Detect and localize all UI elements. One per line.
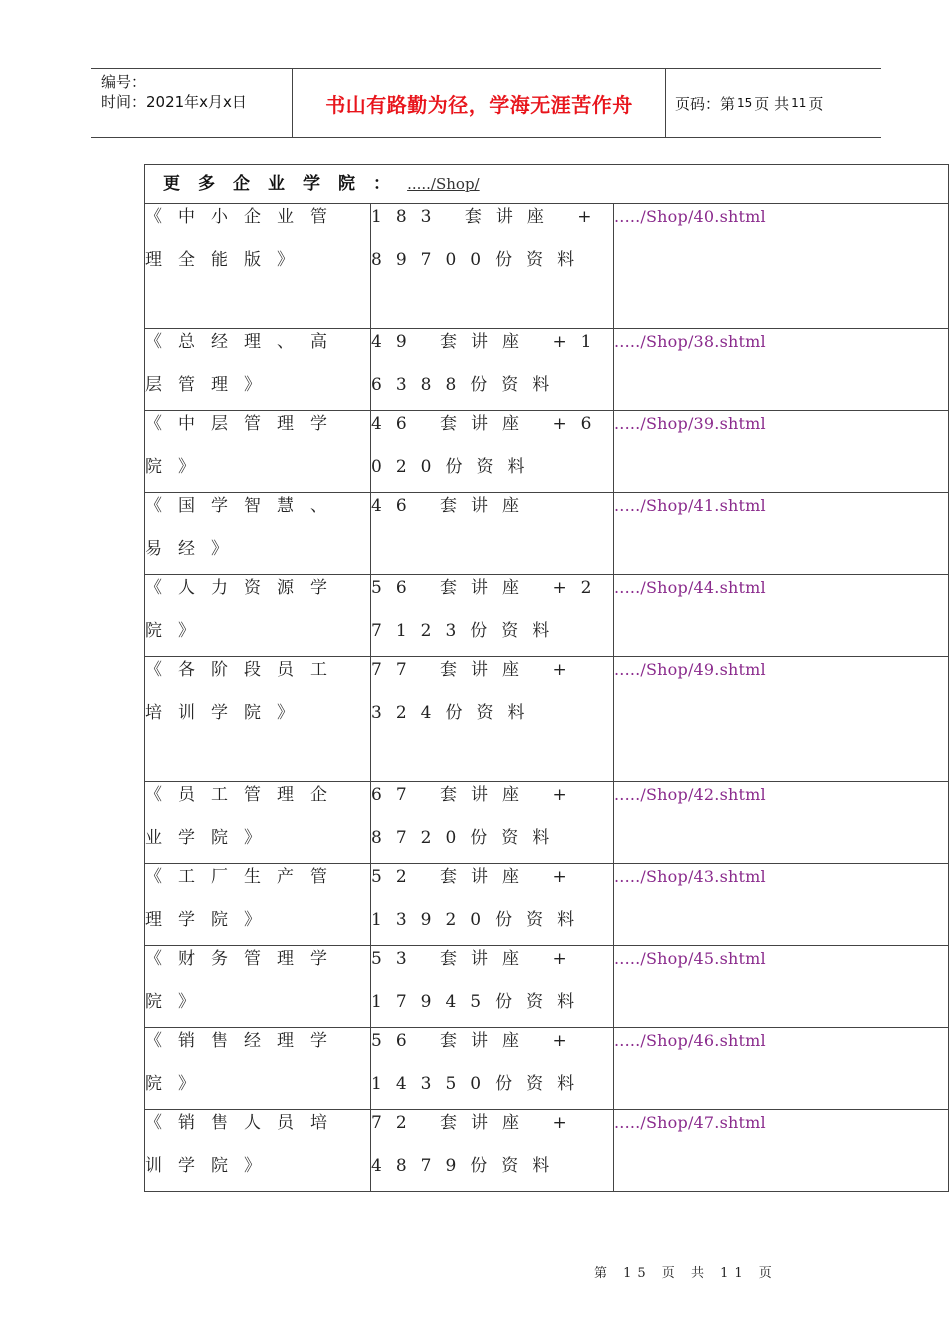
academy-name: 《各阶段员工培训学院》 xyxy=(145,660,343,723)
academy-url-cell xyxy=(614,657,949,782)
academy-link[interactable]: ...../Shop/39.shtml xyxy=(614,414,766,433)
page-suffix: 页 xyxy=(808,94,824,113)
table-row xyxy=(145,657,949,782)
academy-link[interactable]: ...../Shop/42.shtml xyxy=(614,785,766,804)
academy-name: 《国学智慧、易经》 xyxy=(145,496,343,559)
academy-name-cell xyxy=(145,782,371,864)
table-title: 更多企业学院： xyxy=(163,174,408,194)
academy-url-cell xyxy=(614,946,949,1028)
academy-link[interactable]: ...../Shop/47.shtml xyxy=(614,1113,766,1132)
academy-link[interactable]: ...../Shop/49.shtml xyxy=(614,660,766,679)
academy-count: 49 套讲座 +16388份资料 xyxy=(371,332,606,395)
academy-name: 《工厂生产管理学院》 xyxy=(145,867,343,930)
page-prefix: 页码：第 xyxy=(675,94,736,113)
table-row xyxy=(145,411,949,493)
academy-count-cell xyxy=(371,1110,614,1192)
page-indicator xyxy=(675,69,823,137)
page-total: 11 xyxy=(791,96,807,110)
motto: 书山有路勤为径，学海无涯苦作舟 xyxy=(325,92,633,117)
academy-count: 77 套讲座 + 324份资料 xyxy=(371,660,601,723)
academy-link[interactable]: ...../Shop/41.shtml xyxy=(614,496,766,515)
academy-count: 56 套讲座 + 14350份资料 xyxy=(371,1031,601,1094)
academy-link[interactable]: ...../Shop/46.shtml xyxy=(614,1031,766,1050)
academy-url-cell xyxy=(614,204,949,329)
academy-name: 《销售经理学院》 xyxy=(145,1031,343,1094)
academy-name-cell xyxy=(145,1028,371,1110)
academy-name-cell xyxy=(145,864,371,946)
academy-count-cell xyxy=(371,946,614,1028)
page-current: 15 xyxy=(737,96,753,110)
academy-name: 《财务管理学院》 xyxy=(145,949,343,1012)
table-row xyxy=(145,329,949,411)
academy-link[interactable]: ...../Shop/43.shtml xyxy=(614,867,766,886)
academy-name: 《销售人员培训学院》 xyxy=(145,1113,343,1176)
academy-name-cell xyxy=(145,411,371,493)
academy-name: 《总经理、高层管理》 xyxy=(145,332,343,395)
academy-name-cell xyxy=(145,657,371,782)
academy-name-cell xyxy=(145,946,371,1028)
academy-name-cell xyxy=(145,204,371,329)
academy-url-cell xyxy=(614,864,949,946)
academy-url-cell xyxy=(614,782,949,864)
shop-link[interactable]: ...../Shop/ xyxy=(407,175,480,193)
academy-count-cell xyxy=(371,782,614,864)
page-mid: 页 共 xyxy=(754,94,790,113)
time-label: 时间：2021年x月x日 xyxy=(101,93,247,111)
header-divider xyxy=(665,69,666,137)
academy-url-cell xyxy=(614,493,949,575)
academy-link[interactable]: ...../Shop/40.shtml xyxy=(614,207,766,226)
academy-count-cell xyxy=(371,329,614,411)
academy-count-cell xyxy=(371,411,614,493)
page-header xyxy=(91,68,881,138)
academy-count: 67 套讲座 + 8720份资料 xyxy=(371,785,601,848)
table-row xyxy=(145,782,949,864)
academy-name-cell xyxy=(145,493,371,575)
table-row xyxy=(145,864,949,946)
academy-count-cell xyxy=(371,204,614,329)
table-row xyxy=(145,204,949,329)
academy-url-cell xyxy=(614,1028,949,1110)
table-row xyxy=(145,493,949,575)
academy-name: 《中小企业管理全能版》 xyxy=(145,207,343,270)
academy-url-cell xyxy=(614,575,949,657)
academy-count: 72 套讲座 + 4879份资料 xyxy=(371,1113,601,1176)
table-row xyxy=(145,1110,949,1192)
academy-count: 46 套讲座 xyxy=(371,496,534,516)
academy-count: 183 套讲座 +89700份资料 xyxy=(371,207,606,270)
header-info xyxy=(101,72,247,112)
academy-name: 《中层管理学院》 xyxy=(145,414,343,477)
academy-name: 《人力资源学院》 xyxy=(145,578,343,641)
academy-count-cell xyxy=(371,864,614,946)
academy-url-cell xyxy=(614,411,949,493)
academy-url-cell xyxy=(614,329,949,411)
academy-count: 53 套讲座 + 17945份资料 xyxy=(371,949,601,1012)
academy-link[interactable]: ...../Shop/45.shtml xyxy=(614,949,766,968)
academy-count-cell xyxy=(371,493,614,575)
academy-count: 52 套讲座 + 13920份资料 xyxy=(371,867,601,930)
academy-url-cell xyxy=(614,1110,949,1192)
academy-link[interactable]: ...../Shop/38.shtml xyxy=(614,332,766,351)
academy-count-cell xyxy=(371,1028,614,1110)
footer-page-number: 第 15 页 共 11 页 xyxy=(594,1266,778,1281)
table-row xyxy=(145,575,949,657)
academy-link[interactable]: ...../Shop/44.shtml xyxy=(614,578,766,597)
academy-count-cell xyxy=(371,575,614,657)
academy-table xyxy=(144,164,949,1192)
academy-count: 46 套讲座 +6020份资料 xyxy=(371,414,606,477)
table-row xyxy=(145,946,949,1028)
table-row xyxy=(145,1028,949,1110)
academy-name-cell xyxy=(145,575,371,657)
academy-name: 《员工管理企业学院》 xyxy=(145,785,343,848)
code-label: 编号： xyxy=(101,73,147,91)
academy-count: 56 套讲座 +27123份资料 xyxy=(371,578,606,641)
academy-name-cell xyxy=(145,1110,371,1192)
academy-count-cell xyxy=(371,657,614,782)
academy-name-cell xyxy=(145,329,371,411)
